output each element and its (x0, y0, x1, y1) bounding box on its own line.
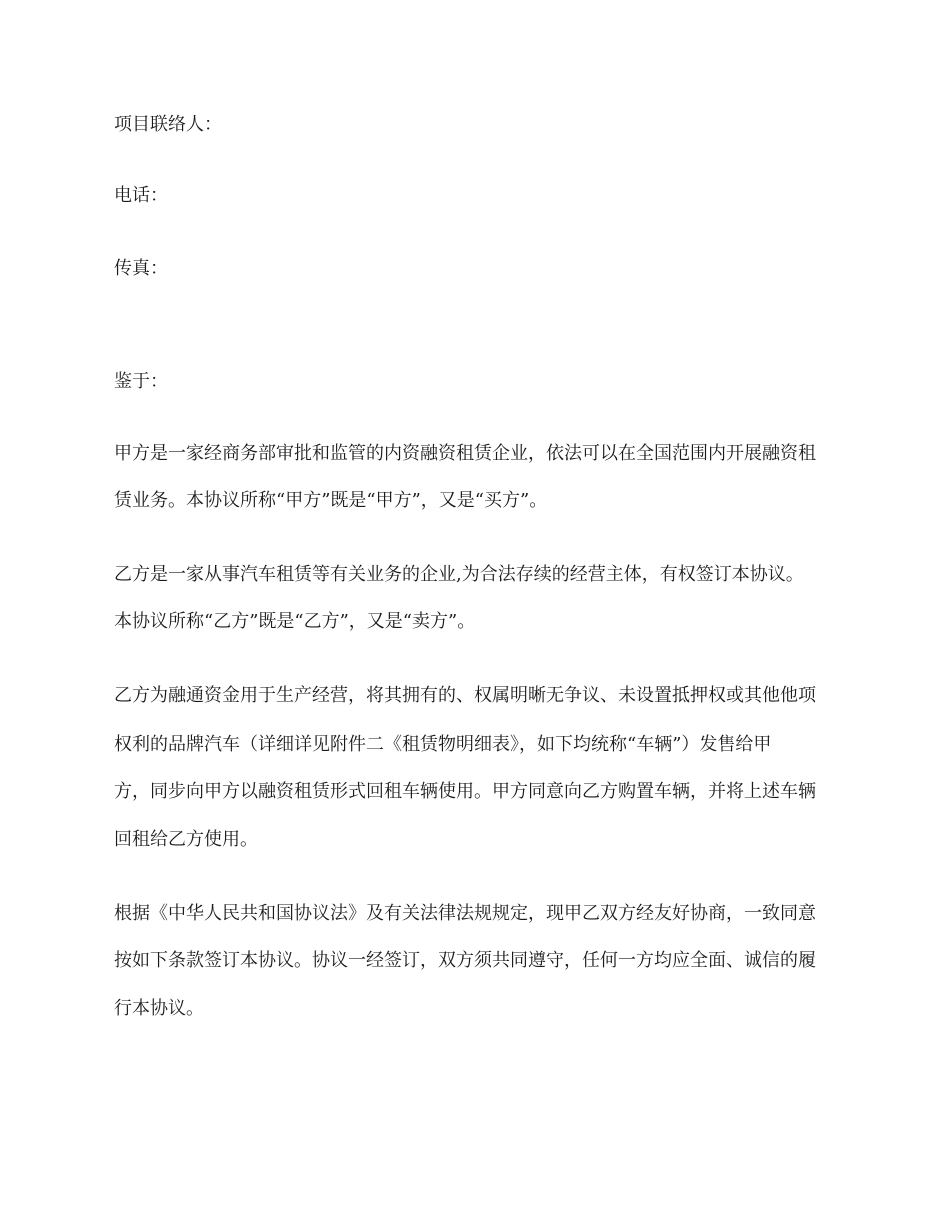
paragraph-line: 行本协议。 (114, 998, 204, 1019)
paragraph-line: 按如下条款签订本协议。协议一经签订，双方须共同遵守，任何一方均应全面、诚信的履 (114, 950, 816, 971)
fax-label: 传真： (114, 258, 168, 279)
paragraph-line: 方，同步向甲方以融资租赁形式回租车辆使用。甲方同意向乙方购置车辆，并将上述车辆 (114, 781, 816, 802)
phone-label: 电话： (114, 185, 168, 206)
paragraph-line: 本协议所称“乙方”既是“乙方”，又是“卖方”。 (114, 611, 476, 632)
paragraph-line: 乙方是一家从事汽车租赁等有关业务的企业,为合法存续的经营主体，有权签订本协议。 (114, 564, 804, 585)
paragraph-line: 赁业务。本协议所称“甲方”既是“甲方”，又是“买方”。 (114, 490, 548, 511)
whereas-heading: 鉴于： (114, 371, 168, 392)
paragraph-line: 甲方是一家经商务部审批和监管的内资融资租赁企业，依法可以在全国范围内开展融资租 (114, 443, 816, 464)
paragraph-line: 回租给乙方使用。 (114, 829, 258, 850)
contact-person-label: 项目联络人： (114, 114, 222, 135)
paragraph-line: 权利的品牌汽车（详细详见附件二《租赁物明细表》，如下均统称“车辆”）发售给甲 (114, 734, 772, 755)
paragraph-line: 根据《中华人民共和国协议法》及有关法律法规规定，现甲乙双方经友好协商，一致同意 (114, 903, 816, 924)
paragraph-line: 乙方为融通资金用于生产经营，将其拥有的、权属明晰无争议、未设置抵押权或其他他项 (114, 685, 816, 706)
